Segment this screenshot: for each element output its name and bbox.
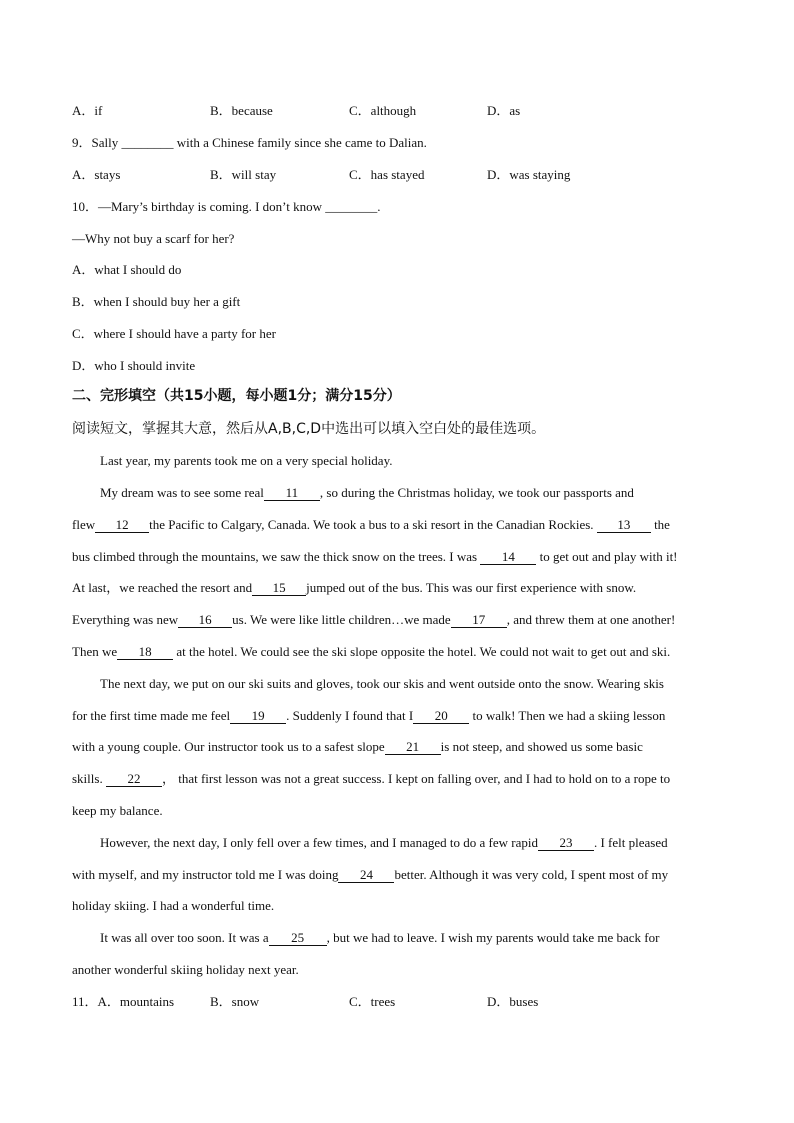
q11-option-c: C．trees xyxy=(349,994,396,1009)
q9-stem xyxy=(72,135,427,151)
q9-blank: ________ xyxy=(121,135,174,150)
passage-p2-line1 xyxy=(100,485,634,501)
q9-option-a: A．stays xyxy=(72,167,121,182)
passage-p4-line2 xyxy=(72,867,668,883)
text: is not steep, and showed us some basic xyxy=(440,739,643,754)
passage-p5-line2: another wonderful skiing holiday next year. xyxy=(72,962,299,977)
blank-23: 23 xyxy=(538,836,594,851)
passage-p2-line5 xyxy=(72,612,675,628)
q10-option-a: A．what I should do xyxy=(72,262,182,277)
passage-p3-line3 xyxy=(72,739,643,755)
text: , but we had to leave. I wish my parents would take me back for xyxy=(326,930,660,945)
q11-option-b: B．snow xyxy=(210,994,260,1009)
text: . I felt pleased xyxy=(593,835,668,850)
text: to get out and play with it! xyxy=(536,549,678,564)
passage-p3-line5: keep my balance. xyxy=(72,803,163,818)
text: skills. xyxy=(72,771,106,786)
q11-option-d: D．buses xyxy=(487,994,539,1009)
q8-option-d: D．as xyxy=(487,103,521,118)
blank-15: 15 xyxy=(252,581,306,596)
blank-12: 12 xyxy=(95,518,149,533)
blank-20: 20 xyxy=(413,709,469,724)
text: . Suddenly I found that I xyxy=(286,708,414,723)
q8-option-b: B．because xyxy=(210,103,273,118)
passage-p1: Last year, my parents took me on a very special holiday. xyxy=(100,453,393,468)
q11-stem-option-a: 11．A．mountains xyxy=(72,994,175,1009)
text: for the first time made me feel xyxy=(72,708,231,723)
q9-option-d: D．was staying xyxy=(487,167,571,182)
passage-p3-line4 xyxy=(72,771,670,787)
text: Everything was new xyxy=(72,612,179,627)
text: It was all over too soon. It was a xyxy=(100,930,269,945)
text: My dream was to see some real xyxy=(100,485,264,500)
passage-p2-line2 xyxy=(72,517,670,533)
blank-25: 25 xyxy=(269,931,327,946)
q9-stem-start: 9．Sally xyxy=(72,135,122,150)
text: flew xyxy=(72,517,96,532)
blank-22: 22 xyxy=(106,772,162,787)
passage-p4-line3: holiday skiing. I had a wonderful time. xyxy=(72,898,275,913)
blank-14: 14 xyxy=(480,550,536,565)
blank-18: 18 xyxy=(117,645,173,660)
text: better. Although it was very cold, I spent most of my xyxy=(394,867,669,882)
text: with myself, and my instructor told me I was doing xyxy=(72,867,339,882)
text: us. We were like little children…we made xyxy=(232,612,451,627)
q9-option-b: B．will stay xyxy=(210,167,277,182)
text: to walk! Then we had a skiing lesson xyxy=(469,708,666,723)
text: with a young couple. Our instructor took us to a safest slope xyxy=(72,739,385,754)
passage-p5-line1 xyxy=(100,930,659,946)
text: the xyxy=(650,517,670,532)
q8-option-a: A．if xyxy=(72,103,103,118)
q8-option-c: C．although xyxy=(349,103,417,118)
blank-13: 13 xyxy=(597,518,651,533)
blank-24: 24 xyxy=(338,868,394,883)
section-instruction: 阅读短文，掌握其大意，然后从A,B,C,D中选出可以填入空白处的最佳选项。 xyxy=(72,421,546,437)
passage-p3-line2 xyxy=(72,708,665,724)
text: Then we xyxy=(72,644,118,659)
passage-p2-line6 xyxy=(72,644,670,660)
passage-p4-line1 xyxy=(100,835,668,851)
text: jumped out of the bus. This was our first experience with snow. xyxy=(306,580,637,595)
q9-option-c: C．has stayed xyxy=(349,167,425,182)
text: at the hotel. We could see the ski slope opposite the hotel. We could not wait to get out and ski. xyxy=(173,644,671,659)
passage-p2-line3 xyxy=(72,549,678,565)
blank-11: 11 xyxy=(264,486,320,501)
q10-option-c: C．where I should have a party for her xyxy=(72,326,276,341)
q10-stem: 10．—Mary’s birthday is coming. I don’t know ________. xyxy=(72,199,381,214)
blank-19: 19 xyxy=(230,709,286,724)
text: ， that first lesson was not a great success. I kept on falling over, and I had to hold on to a rope to xyxy=(161,771,671,786)
passage-p3-line1: The next day, we put on our ski suits and gloves, took our skis and went outside onto the snow. Wearing skis xyxy=(100,676,664,691)
passage-p2-line4 xyxy=(72,580,636,596)
blank-17: 17 xyxy=(451,613,507,628)
text: However, the next day, I only fell over a few times, and I managed to do a few rapid xyxy=(100,835,538,850)
q9-stem-end: with a Chinese family since she came to Dalian. xyxy=(173,135,427,150)
text: , and threw them at one another! xyxy=(506,612,676,627)
text: bus climbed through the mountains, we saw the thick snow on the trees. I was xyxy=(72,549,481,564)
blank-16: 16 xyxy=(178,613,232,628)
blank-21: 21 xyxy=(385,740,441,755)
text: , so during the Christmas holiday, we took our passports and xyxy=(319,485,634,500)
q10-option-d: D．who I should invite xyxy=(72,358,196,373)
section-title: 二、完形填空（共15小题，每小题1分；满分15分） xyxy=(72,388,401,404)
q10-option-b: B．when I should buy her a gift xyxy=(72,294,241,309)
q10-reply: —Why not buy a scarf for her? xyxy=(72,231,235,246)
text: At last，we reached the resort and xyxy=(72,580,253,595)
text: the Pacific to Calgary, Canada. We took a bus to a ski resort in the Canadian Rockies. xyxy=(149,517,597,532)
